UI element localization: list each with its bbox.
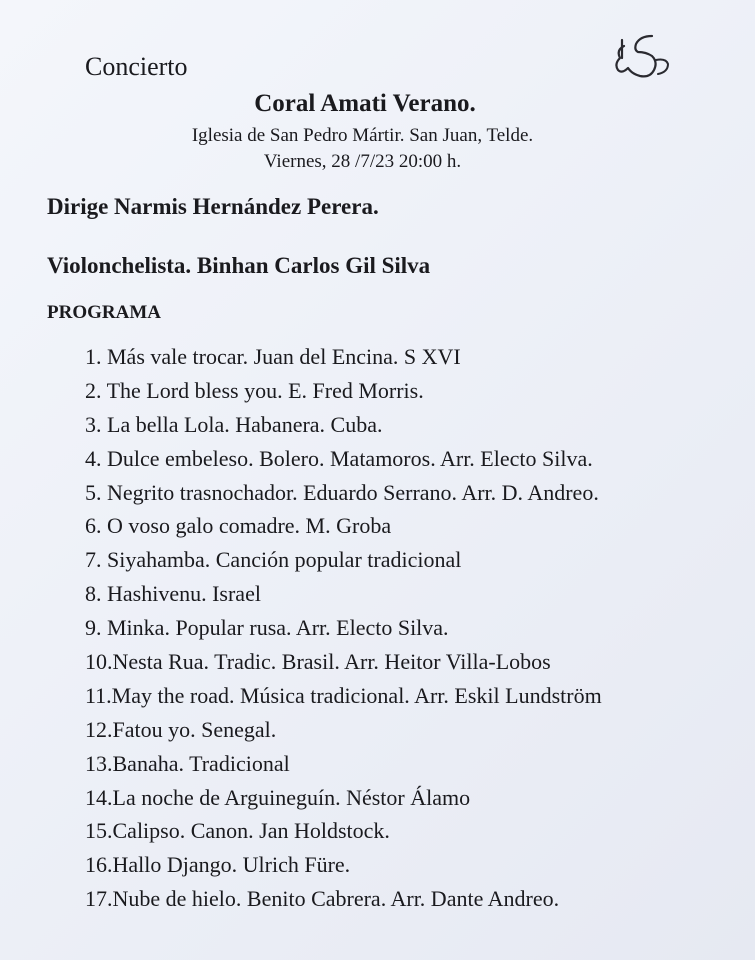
program-item: 6. O voso galo comadre. M. Groba bbox=[85, 513, 392, 539]
program-item: 1. Más vale trocar. Juan del Encina. S XVI bbox=[85, 344, 461, 369]
document-label: Concierto bbox=[85, 52, 188, 81]
concert-title: Coral Amati Verano. bbox=[254, 90, 476, 117]
program-item: 15.Calipso. Canon. Jan Holdstock. bbox=[85, 818, 390, 844]
program-heading: PROGRAMA bbox=[47, 302, 161, 323]
handwritten-page-number bbox=[612, 30, 672, 85]
program-item: 3. La bella Lola. Habanera. Cuba. bbox=[85, 411, 383, 437]
date-time: Viernes, 28 /7/23 20:00 h. bbox=[263, 151, 462, 172]
program-item: 7. Siyahamba. Canción popular tradicional bbox=[85, 547, 462, 573]
program-list bbox=[85, 340, 602, 916]
program-item: 13.Banaha. Tradicional bbox=[85, 750, 290, 776]
program-item: 16.Hallo Django. Ulrich Füre. bbox=[85, 852, 351, 878]
program-item: 17.Nube de hielo. Benito Cabrera. Arr. Dante Andreo. bbox=[85, 886, 560, 912]
program-item: 11.May the road. Música tradicional. Arr. Eskil Lundström bbox=[85, 682, 602, 708]
director-line: Dirige Narmis Hernández Perera. bbox=[47, 194, 379, 219]
program-item: 14.La noche de Arguineguín. Néstor Álamo bbox=[85, 784, 471, 810]
venue: Iglesia de San Pedro Mártir. San Juan, Telde. bbox=[191, 125, 534, 146]
program-item: 2. The Lord bless you. E. Fred Morris. bbox=[85, 377, 424, 403]
program-item: 12.Fatou yo. Senegal. bbox=[85, 716, 277, 742]
program-item: 9. Minka. Popular rusa. Arr. Electo Silva. bbox=[85, 615, 449, 641]
cellist-line: Violonchelista. Binhan Carlos Gil Silva bbox=[47, 253, 431, 278]
program-item: 5. Negrito trasnochador. Eduardo Serrano. Arr. D. Andreo. bbox=[85, 479, 599, 505]
program-item: 10.Nesta Rua. Tradic. Brasil. Arr. Heitor Villa-Lobos bbox=[85, 649, 551, 675]
program-item: 4. Dulce embeleso. Bolero. Matamoros. Arr. Electo Silva. bbox=[85, 445, 593, 471]
program-item: 8. Hashivenu. Israel bbox=[85, 581, 261, 607]
